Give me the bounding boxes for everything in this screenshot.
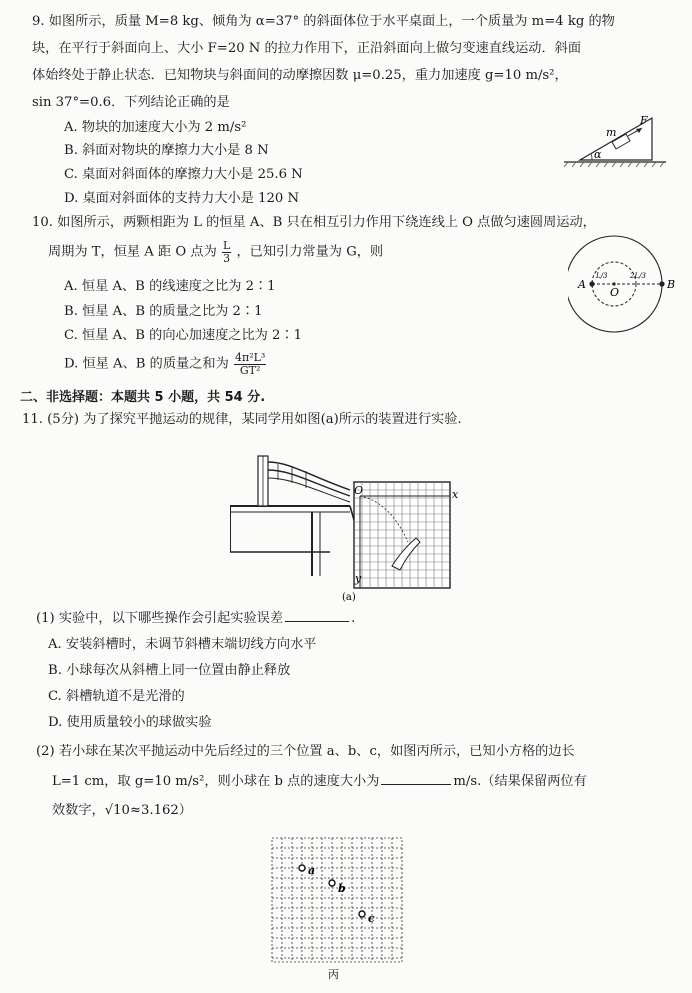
q11-sub2-line1: (2) 若小球在某次平抛运动中先后经过的三个位置 a、b、c，如图丙所示，已知小方格的边长 [36, 744, 575, 759]
q9-option-a: A. 物块的加速度大小为 2 m/s² [64, 120, 247, 135]
q10-fig-label-right: 2L/3 [630, 272, 646, 280]
q11-fig-c-label-a: a [308, 864, 316, 877]
q11-fig-a-label-y: y [355, 572, 362, 585]
q11-fig-a-label-o: O [354, 484, 364, 497]
point-b [329, 880, 335, 886]
q10-option-d-text: D. 恒星 A、B 的质量之和为 [64, 356, 229, 372]
q9-line4: sin 37°=0.6．下列结论正确的是 [32, 95, 230, 110]
star-b [659, 281, 664, 286]
q10-fig-label-left: L/3 [596, 272, 608, 280]
q10-option-d-den: GT² [239, 363, 261, 377]
q11-sub1-option-b: B. 小球每次从斜槽上同一位置由静止释放 [48, 663, 291, 678]
q9-option-c: C. 桌面对斜面体的摩擦力大小是 25.6 N [64, 167, 303, 182]
q10-line1: 10. 如图所示，两颗相距为 L 的恒星 A、B 只在相互引力作用下绕连线上 O 点做匀速圆周运动， [32, 215, 596, 230]
q10-line2-post: ，已知引力常量为 G，则 [236, 244, 384, 260]
q10-option-d-num: 4π²L³ [234, 351, 266, 364]
q11-fig-c-label-b: b [338, 882, 346, 895]
q10-option-b: B. 恒星 A、B 的质量之比为 2∶1 [64, 304, 263, 319]
q10-line2 [48, 240, 383, 264]
q11-sub2-line3: 效数字，√10≈3.162） [52, 803, 192, 818]
q11-sub1 [36, 609, 355, 628]
q11-sub2-line2 [52, 772, 587, 791]
q10-option-d-fraction [234, 352, 266, 376]
q9-option-d: D. 桌面对斜面体的支持力大小是 120 N [64, 191, 300, 206]
q11-fig-a-caption: (a) [342, 592, 356, 602]
q11-sub1-answer-blank[interactable] [285, 609, 349, 622]
q10-fraction-num: L [222, 239, 231, 252]
q11-fig-c-label-c: c [368, 912, 375, 925]
q11-sub2-line2-post: m/s.（结果保留两位有 [453, 774, 587, 789]
q9-incline-figure [560, 110, 670, 170]
q11-sub1-option-d: D. 使用质量较小的球做实验 [48, 715, 212, 730]
q9-option-b: B. 斜面对物块的摩擦力大小是 8 N [64, 143, 269, 158]
q11-sub1-option-c: C. 斜槽轨道不是光滑的 [48, 689, 185, 704]
q10-fraction [222, 240, 231, 264]
q11-sub1-end: . [351, 611, 356, 626]
q10-option-c: C. 恒星 A、B 的向心加速度之比为 2∶1 [64, 328, 303, 343]
q11-sub1-text: (1) 实验中，以下哪些操作会引起实验误差 [36, 611, 284, 626]
star-a [589, 281, 594, 286]
q10-line2-pre: 周期为 T，恒星 A 距 O 点为 [48, 244, 217, 260]
q11-sub2-line2-pre: L=1 cm，取 g=10 m/s²，则小球在 b 点的速度大小为 [52, 774, 380, 789]
q10-fraction-den: 3 [223, 251, 231, 265]
q10-option-d [64, 352, 267, 376]
q9-fig-label-m: m [606, 126, 617, 139]
q11-fig-a-label-x: x [452, 488, 459, 501]
q9-fig-label-alpha: α [594, 148, 602, 161]
section-heading: 二、非选择题：本题共 5 小题，共 54 分. [20, 390, 266, 405]
point-c [359, 911, 365, 917]
q10-option-a: A. 恒星 A、B 的线速度之比为 2∶1 [64, 279, 276, 294]
q11-intro: 11. (5分) 为了探究平抛运动的规律，某同学用如图(a)所示的装置进行实验. [22, 412, 462, 427]
q9-line2: 块，在平行于斜面向上、大小 F=20 N 的拉力作用下，正沿斜面向上做匀变速直线运动．斜面 [32, 41, 582, 56]
q10-fig-label-a: A [578, 278, 586, 291]
point-a [299, 865, 305, 871]
q10-fig-label-o: O [610, 286, 620, 299]
q9-line3: 体始终处于静止状态．已知物块与斜面间的动摩擦因数 μ=0.25，重力加速度 g=10 m/s²， [32, 68, 568, 83]
q10-fig-label-b: B [667, 278, 676, 291]
q9-line1: 9. 如图所示，质量 M=8 kg、倾角为 α=37° 的斜面体位于水平桌面上，一个质量为 m=4 kg 的物 [32, 14, 615, 29]
q11-sub2-answer-blank[interactable] [381, 772, 451, 785]
q11-grid-figure [268, 836, 408, 986]
q9-fig-label-f: F [640, 114, 648, 127]
q10-orbit-figure [568, 228, 680, 340]
q11-fig-c-caption: 丙 [328, 968, 339, 981]
q11-sub1-option-a: A. 安装斜槽时，未调节斜槽末端切线方向水平 [48, 637, 317, 652]
q11-apparatus-figure [230, 446, 462, 602]
